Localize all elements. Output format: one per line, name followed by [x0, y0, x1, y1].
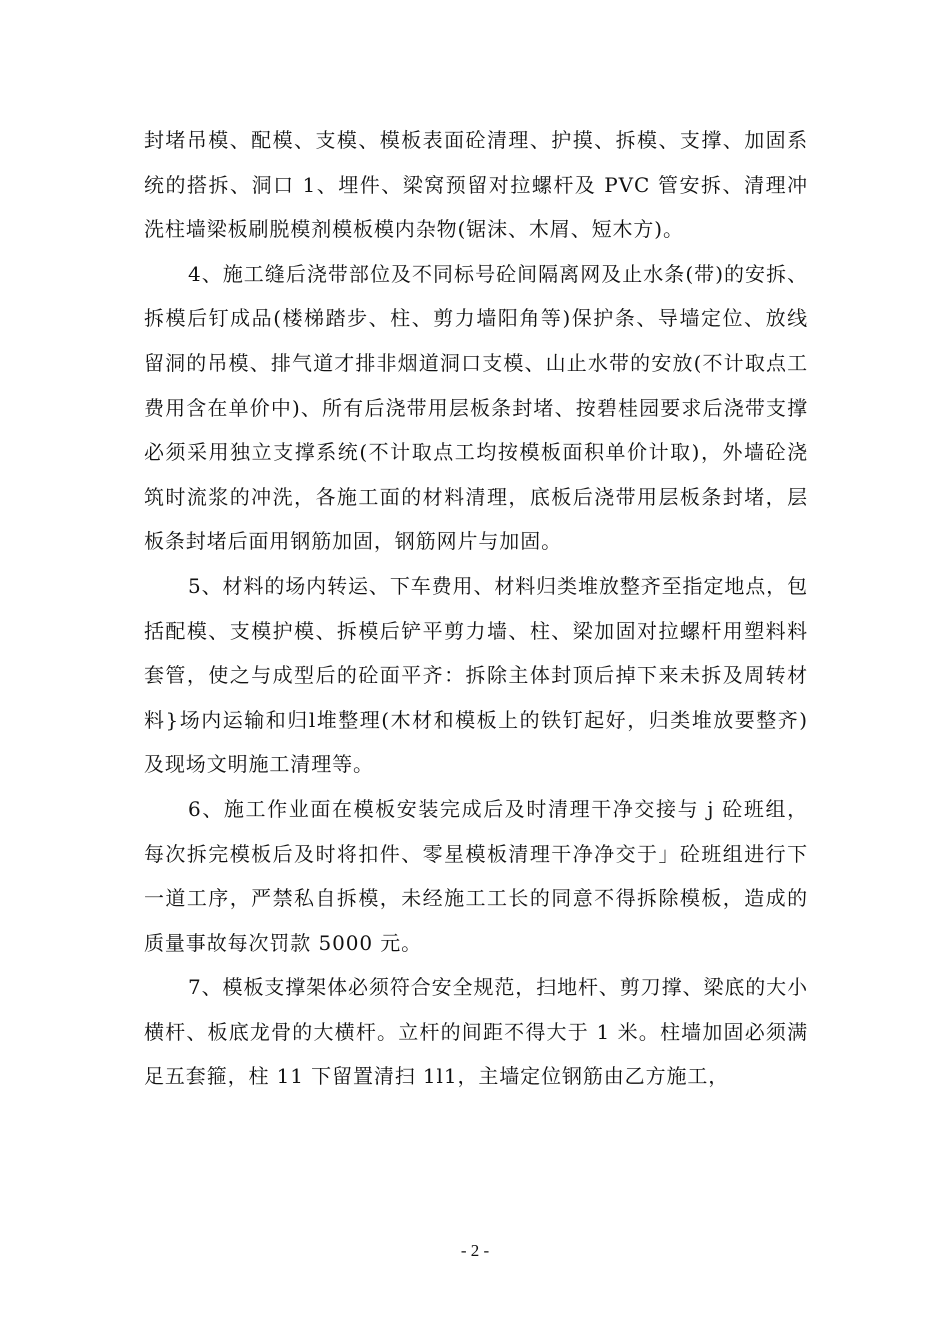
paragraph-item-5: 5、材料的场内转运、下车费用、材料归类堆放整齐至指定地点，包括配模、支模护模、拆模后铲平剪力墙、柱、梁加固对拉螺杆用塑料料套管，使之与成型后的砼面平齐：拆除主体封顶后掉下来未拆及周转材料}场内运输和归l堆整理(木材和模板上的铁钉起好，归类堆放要整齐)及现场文明施工清理等。: [144, 573, 808, 777]
paragraph-item-4: 4、施工缝后浇带部位及不同标号砼间隔离网及止水条(带)的安拆、拆模后钉成品(楼梯踏步、柱、剪力墙阳角等)保护条、导墙定位、放线留洞的吊模、排气道才排非烟道洞口支模、山止水带的安放(不计取点工费用含在单价中)、所有后浇带用层板条封堵、按碧桂园要求后浇带支撑必须采用独立支撑系统(不计取点工均按模板面积单价计取)，外墙砼浇筑时流浆的冲洗，各施工面的材料清理，底板后浇带用层板条封堵，层板条封堵后面用钢筋加固，钢筋网片与加固。: [144, 261, 808, 554]
document-body: [144, 118, 808, 1099]
paragraph-item-7: 7、模板支撑架体必须符合安全规范，扫地杆、剪刀撑、梁底的大小横杆、板底龙骨的大横杆。立杆的间距不得大于 1 米。柱墙加固必须满足五套箍，柱 11 下留置清扫 1l1，主墙定位钢筋由乙方施工，: [144, 975, 808, 1089]
paragraph-1: 封堵吊模、配模、支模、模板表面砼清理、护摸、拆模、支撑、加固系统的搭拆、洞口 1、埋件、梁窝预留对拉螺杆及 PVC 管安拆、清理冲洗柱墙梁板刷脱模剂模板模内杂物(锯沫、木屑、短木方)。: [144, 128, 808, 242]
paragraph-item-6: 6、施工作业面在模板安装完成后及时清理干净交接与 j 砼班组，每次拆完模板后及时将扣件、零星模板清理干净净交于」砼班组进行下一道工序，严禁私自拆模，未经施工工长的同意不得拆除模板，造成的质量事故每次罚款 5000 元。: [144, 796, 808, 955]
page-number: - 2 -: [460, 1241, 490, 1260]
